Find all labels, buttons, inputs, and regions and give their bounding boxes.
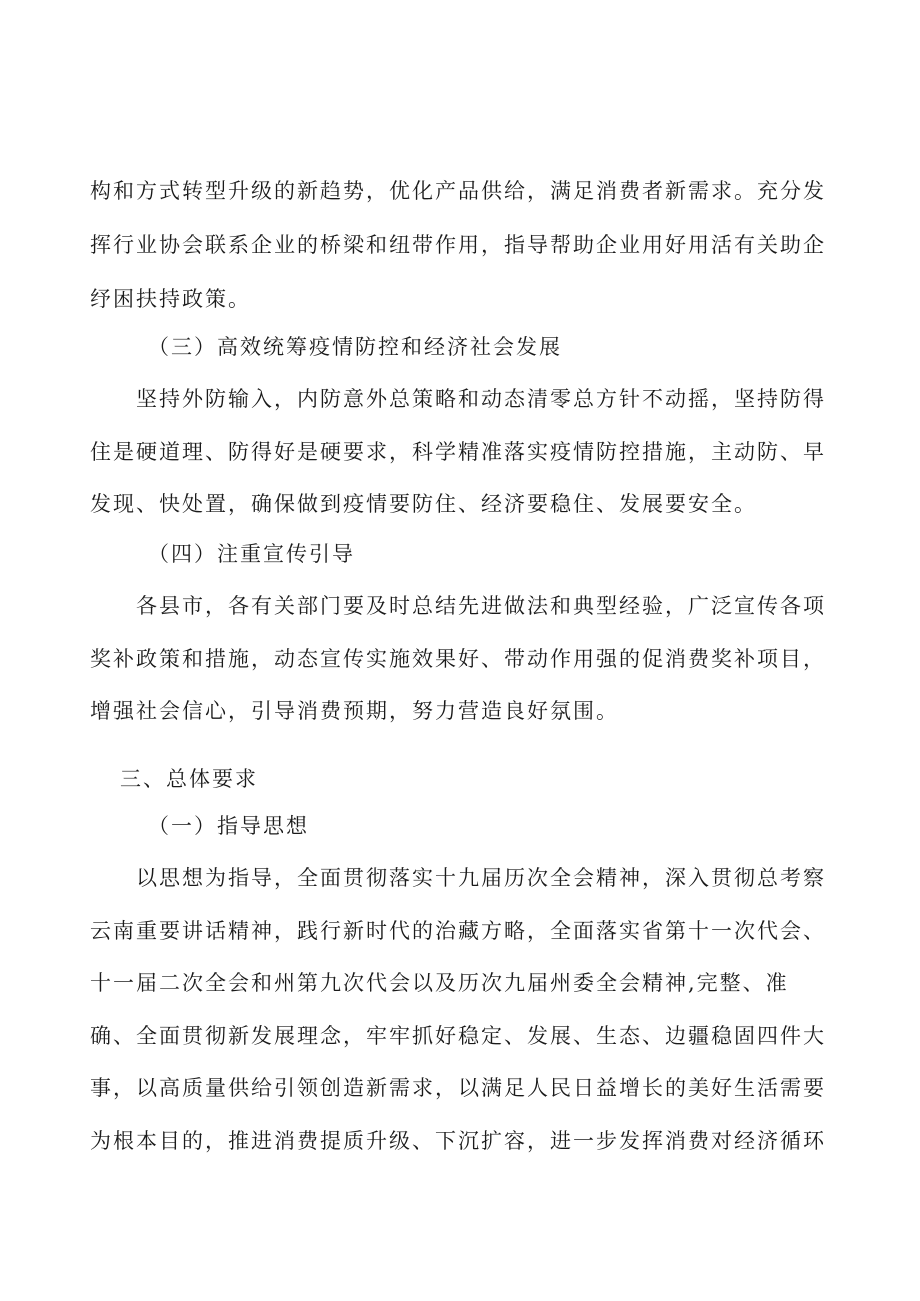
paragraph-line: 增强社会信心，引导消费预期，努力营造良好氛围。 <box>90 699 619 723</box>
paragraph-line: 挥行业协会联系企业的桥梁和纽带作用，指导帮助企业用好用活有关助企 <box>90 233 826 257</box>
paragraph-line: 十一届二次全会和州第九次代会以及历次九届州委全会精神,完整、准 <box>90 971 789 995</box>
section-heading: （三）高效统筹疫情防控和经济社会发展 <box>148 335 562 359</box>
paragraph-line: 发现、快处置，确保做到疫情要防住、经济要稳住、发展要安全。 <box>90 492 757 516</box>
paragraph-line: 以思想为指导，全面贯彻落实十九届历次全会精神，深入贯彻总考察 <box>136 866 826 890</box>
paragraph-line: 为根本目的，推进消费提质升级、下沉扩容，进一步发挥消费对经济循环 <box>90 1129 826 1153</box>
paragraph-line: 构和方式转型升级的新趋势，优化产品供给，满足消费者新需求。充分发 <box>90 179 826 203</box>
section-heading: （四）注重宣传引导 <box>148 542 355 566</box>
paragraph-line: 奖补政策和措施，动态宣传实施效果好、带动作用强的促消费奖补项目， <box>90 647 826 671</box>
paragraph-line: 坚持外防输入，内防意外总策略和动态清零总方针不动摇，坚持防得 <box>136 387 826 411</box>
section-heading: （一）指导思想 <box>148 814 309 838</box>
paragraph-line: 纾困扶持政策。 <box>90 287 251 311</box>
paragraph-line: 住是硬道理、防得好是硬要求，科学精准落实疫情防控措施，主动防、早 <box>90 440 826 464</box>
paragraph-line: 事，以高质量供给引领创造新需求，以满足人民日益增长的美好生活需要 <box>90 1076 826 1100</box>
paragraph-line: 云南重要讲话精神，践行新时代的治藏方略，全面落实省第十一次代会、 <box>90 919 826 943</box>
chapter-heading: 三、总体要求 <box>120 767 258 791</box>
paragraph-line: 各县市，各有关部门要及时总结先进做法和典型经验，广泛宣传各项 <box>136 594 826 618</box>
paragraph-line: 确、全面贯彻新发展理念，牢牢抓好稳定、发展、生态、边疆稳固四件大 <box>90 1024 826 1048</box>
